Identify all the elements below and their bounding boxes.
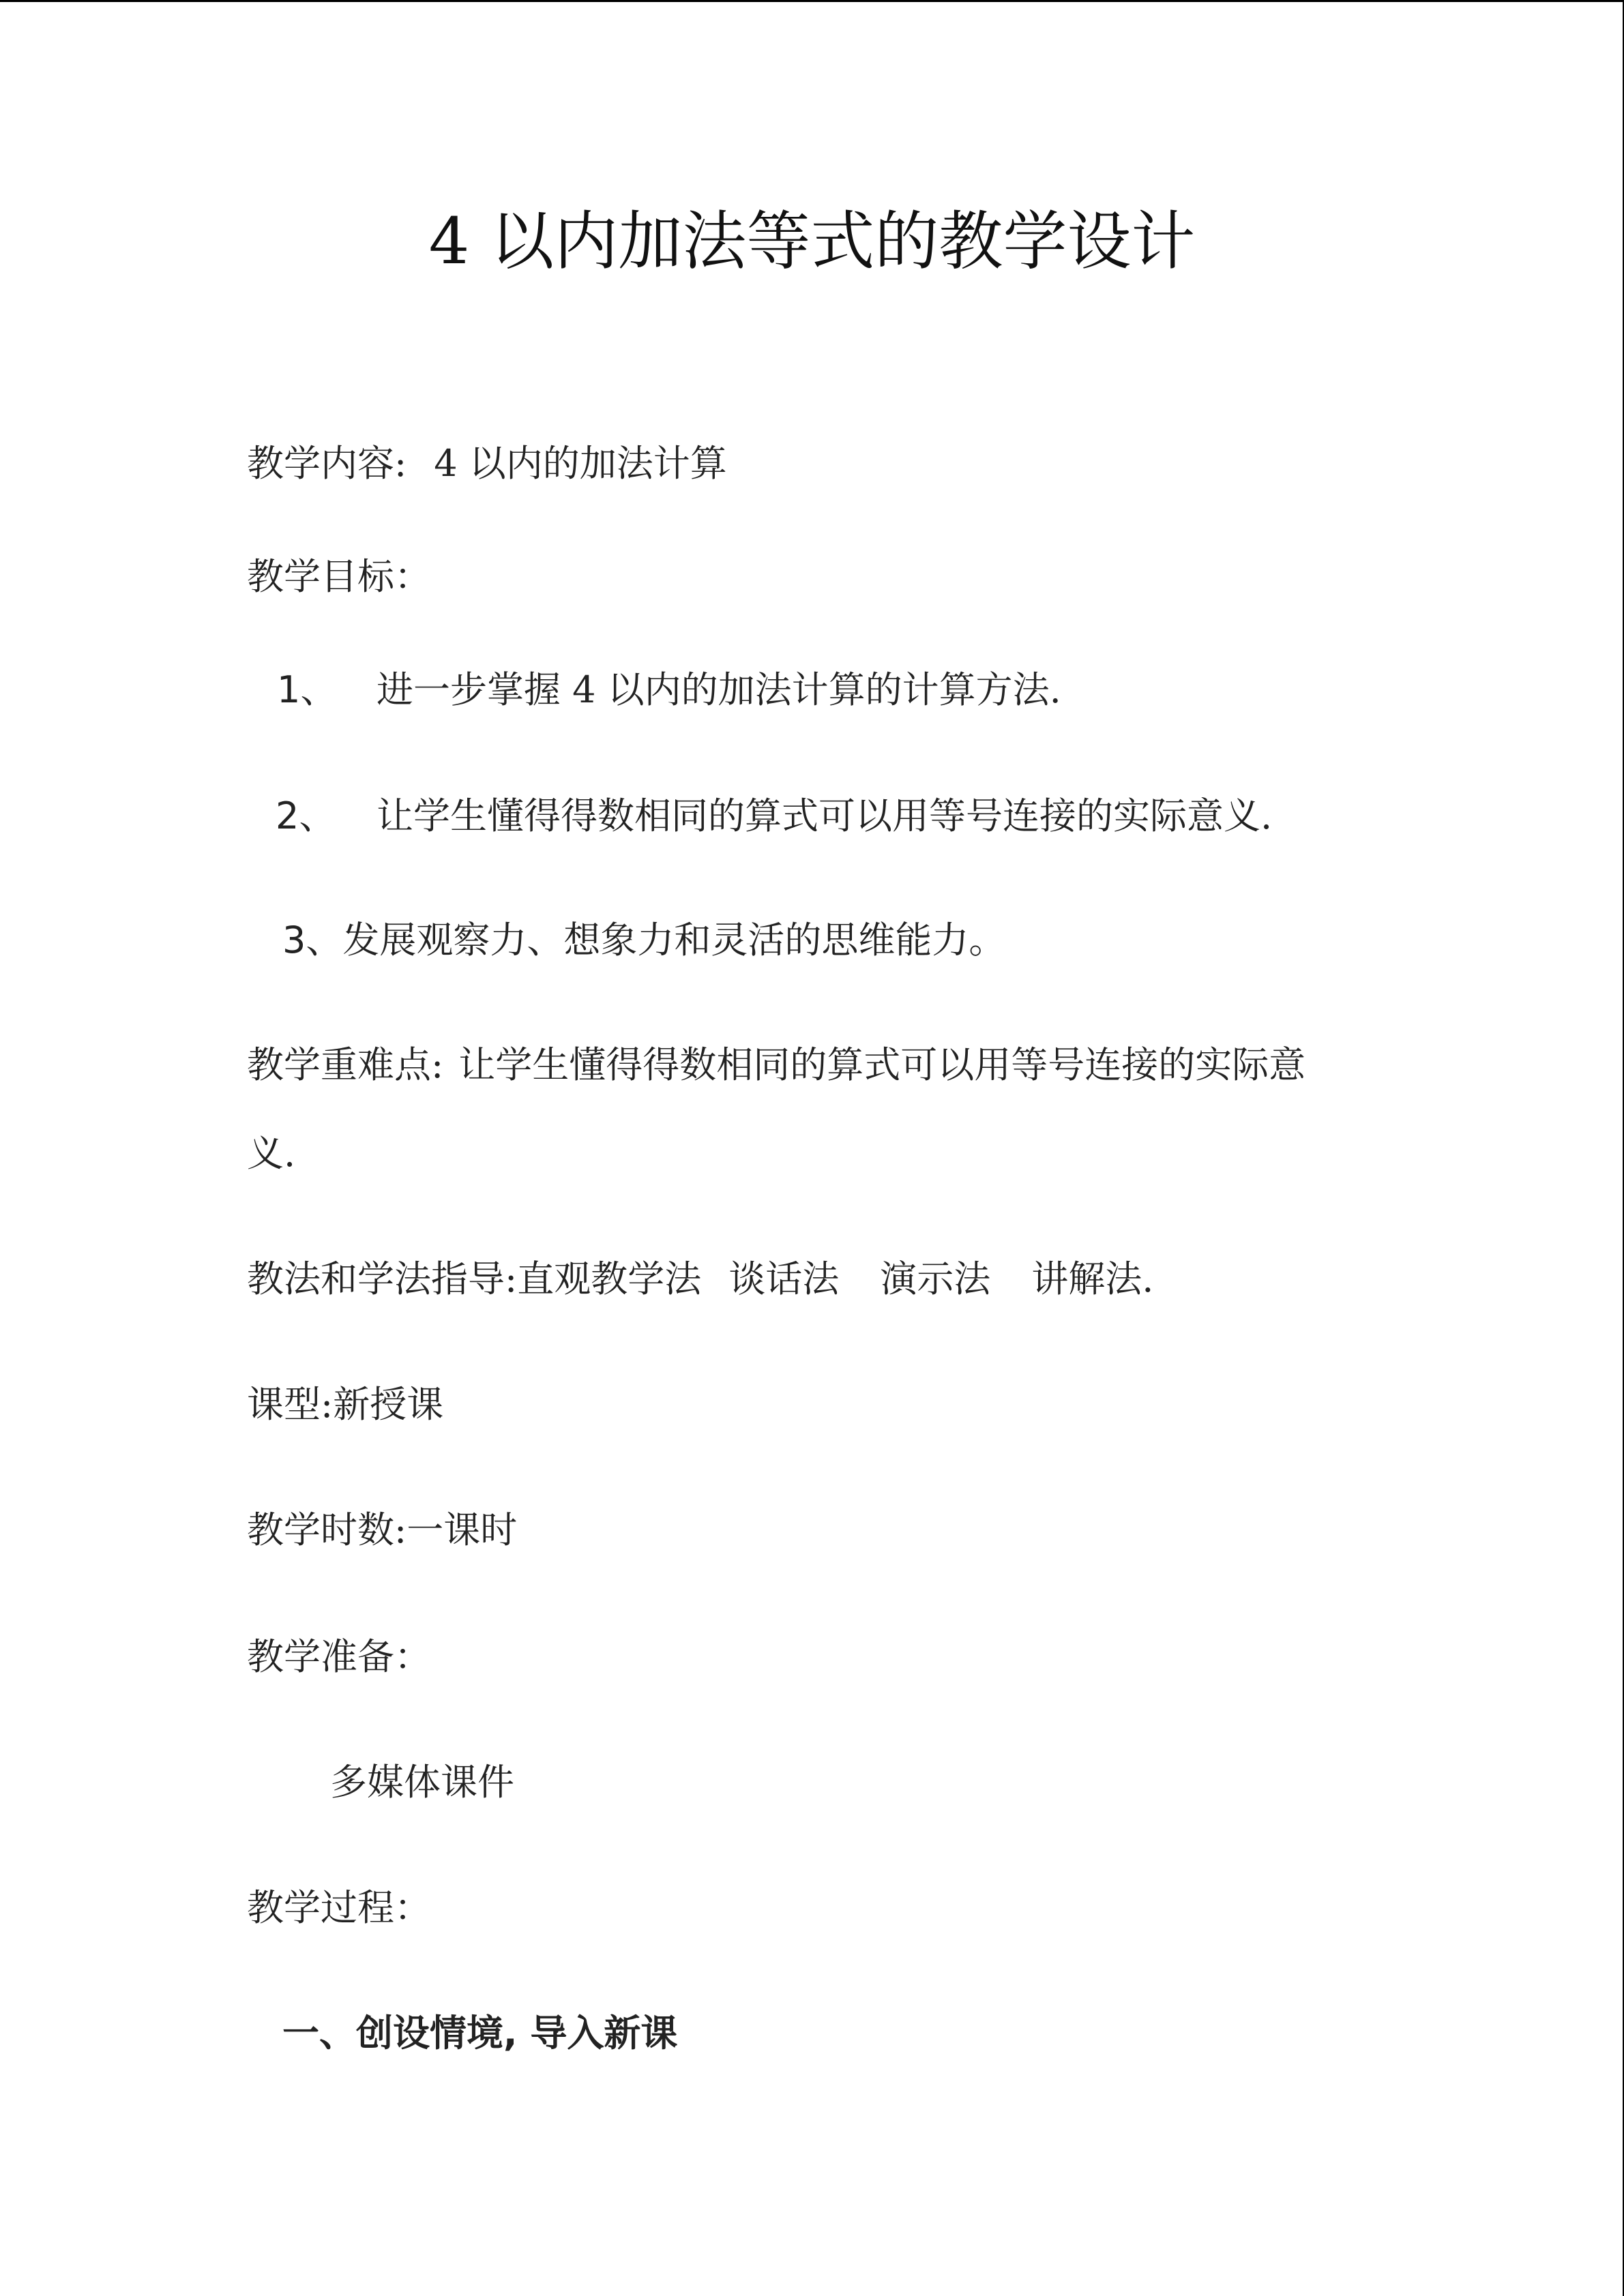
lesson-type-label: 课型: xyxy=(247,1383,334,1426)
teaching-content-line xyxy=(247,436,727,491)
methods-label: 教法和学法指导: xyxy=(247,1257,518,1300)
document-title: 4 以内加法等式的教学设计 xyxy=(428,205,1196,279)
goal-item-3 xyxy=(282,913,1005,968)
method-item-1: 直观教学法 xyxy=(517,1257,702,1300)
lesson-type-line xyxy=(247,1377,443,1432)
goal-item-3-text: 发展观察力、想象力和灵活的思维能力。 xyxy=(342,919,1006,961)
method-item-4: 讲解法. xyxy=(1031,1257,1154,1300)
key-points-line-1 xyxy=(247,1038,1305,1092)
teaching-hours-line xyxy=(247,1503,517,1557)
key-points-text-2: 义. xyxy=(247,1132,296,1175)
preparation-label: 教学准备： xyxy=(247,1635,431,1678)
page-top-border xyxy=(0,0,1624,2)
goal-item-2 xyxy=(276,789,1272,844)
methods-line xyxy=(247,1252,1153,1307)
key-points-label: 教学重难点: xyxy=(247,1043,444,1086)
goal-item-1 xyxy=(277,663,1061,717)
method-item-2: 谈话法 xyxy=(728,1257,840,1300)
goal-item-1-text: 进一步掌握 4 以内的加法计算的计算方法. xyxy=(377,668,1061,711)
lesson-type-value: 新授课 xyxy=(333,1383,444,1426)
method-item-3: 演示法 xyxy=(880,1257,991,1300)
teaching-content-label: 教学内容: xyxy=(247,442,407,485)
teaching-content-value: 4 以内的加法计算 xyxy=(434,442,727,485)
goal-item-3-number: 3、 xyxy=(282,919,343,961)
goal-item-2-text: 让学生懂得得数相同的算式可以用等号连接的实际意义. xyxy=(377,794,1273,837)
teaching-hours-label: 教学时数: xyxy=(247,1508,407,1551)
key-points-text-1: 让学生懂得得数相同的算式可以用等号连接的实际意 xyxy=(458,1043,1306,1086)
teaching-goals-label: 教学目标： xyxy=(247,555,431,598)
teaching-hours-value: 一课时 xyxy=(407,1508,518,1551)
process-label: 教学过程： xyxy=(247,1886,431,1929)
goal-item-2-number: 2、 xyxy=(276,794,336,837)
section-heading-1: 一、创设情境, 导入新课 xyxy=(282,2012,678,2055)
preparation-value: 多媒体课件 xyxy=(330,1761,514,1804)
goal-item-1-number: 1、 xyxy=(277,668,338,711)
